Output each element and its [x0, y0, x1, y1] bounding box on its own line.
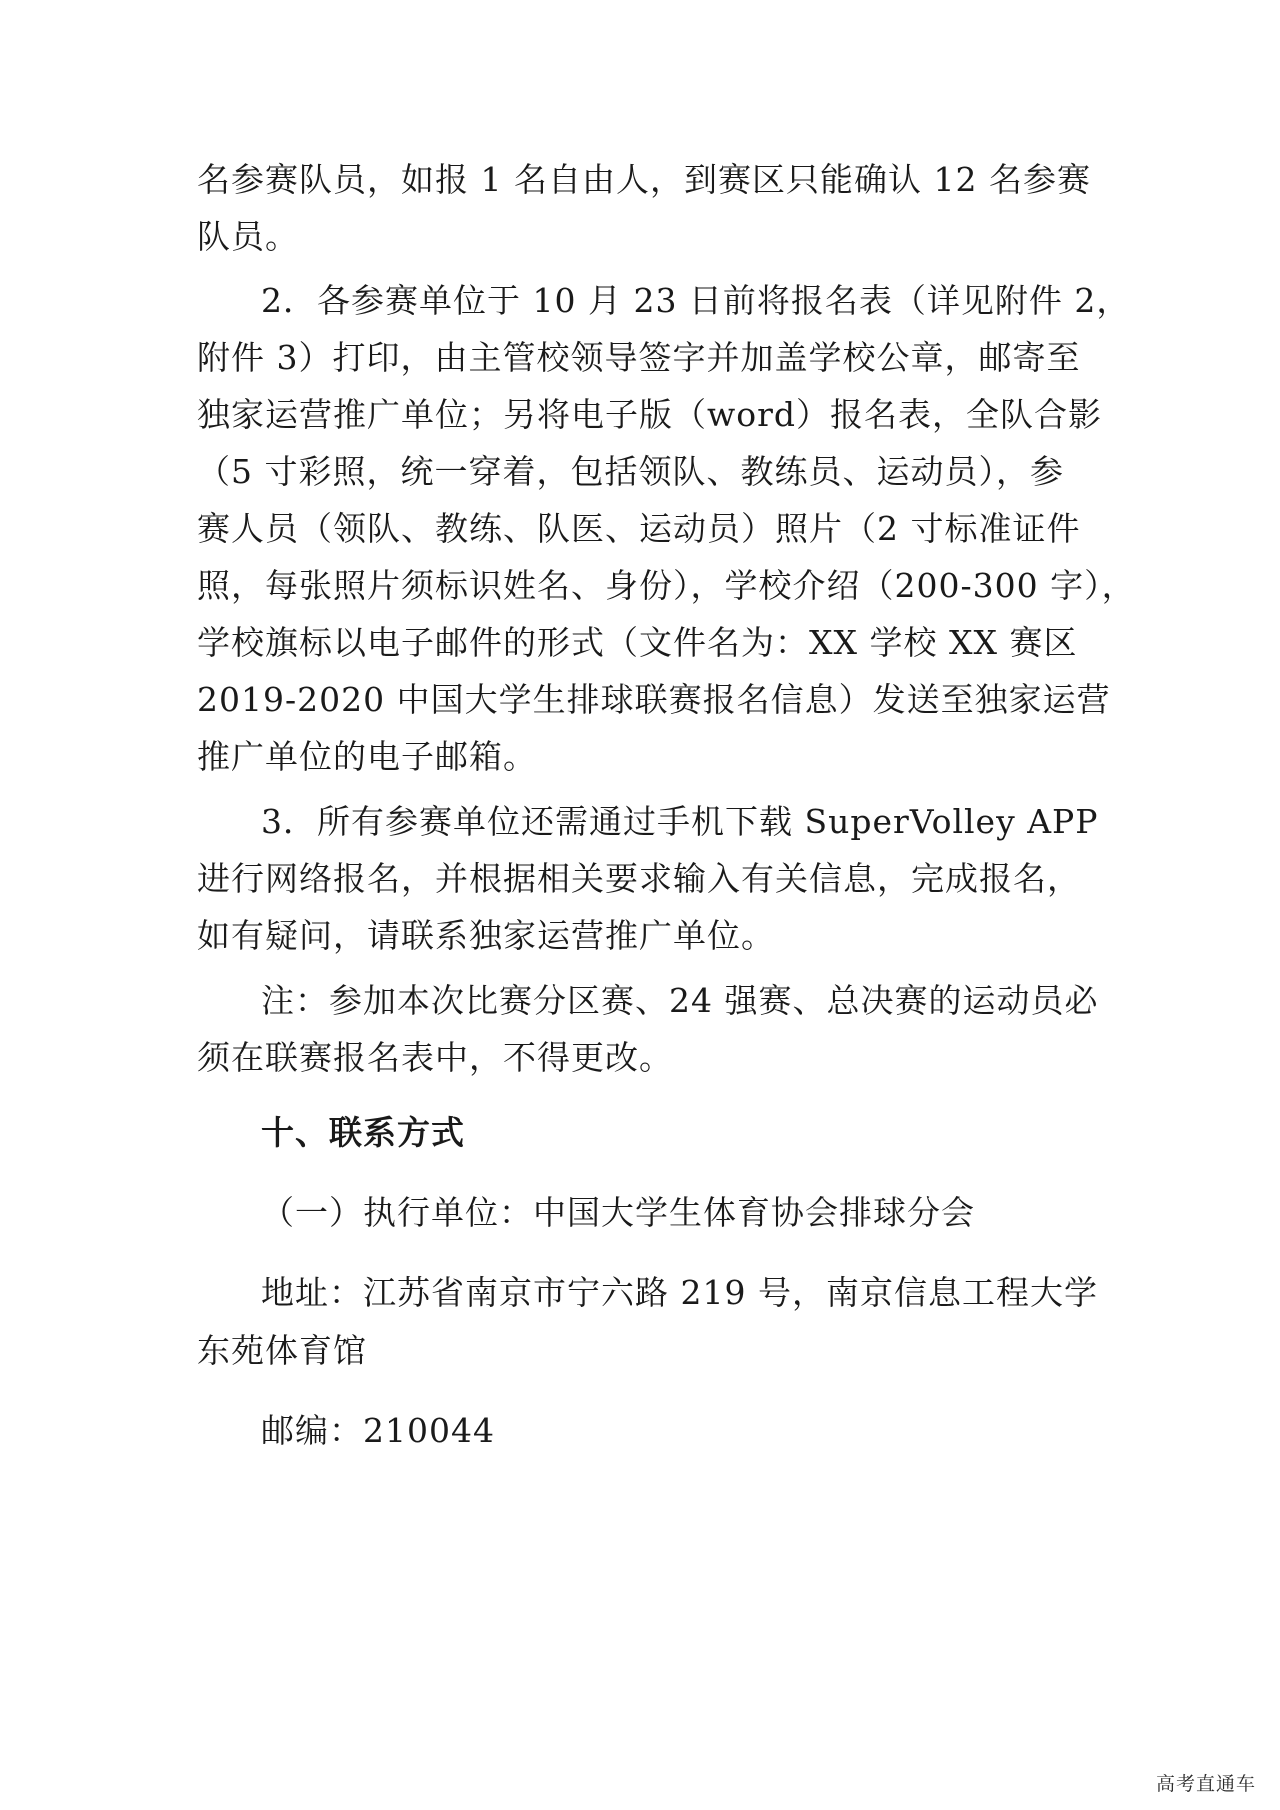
paragraph-line: 照，每张照片须标识姓名、身份），学校介绍（200-300 字），	[197, 566, 1136, 605]
postcode-line: 邮编：210044	[261, 1411, 495, 1450]
note-line: 注：参加本次比赛分区赛、24 强赛、总决赛的运动员必	[261, 981, 1099, 1020]
address-line: 地址：江苏省南京市宁六路 219 号，南京信息工程大学	[261, 1273, 1098, 1312]
note-line: 须在联赛报名表中，不得更改。	[197, 1038, 673, 1077]
section-heading: 十、联系方式	[261, 1113, 465, 1152]
paragraph-line: 推广单位的电子邮箱。	[197, 737, 537, 776]
paragraph-line: 3．所有参赛单位还需通过手机下载 SuperVolley APP	[261, 802, 1099, 841]
paragraph-line: 进行网络报名，并根据相关要求输入有关信息，完成报名，	[197, 859, 1081, 898]
paragraph-line: （5 寸彩照，统一穿着，包括领队、教练员、运动员），参	[197, 452, 1064, 491]
paragraph-line: 如有疑问，请联系独家运营推广单位。	[197, 916, 775, 955]
paragraph-line: 赛人员（领队、教练、队医、运动员）照片（2 寸标准证件	[197, 509, 1081, 548]
paragraph-line: 2．各参赛单位于 10 月 23 日前将报名表（详见附件 2，	[261, 281, 1131, 320]
paragraph-line: 独家运营推广单位；另将电子版（word）报名表，全队合影	[197, 395, 1103, 434]
paragraph-line: 2019-2020 中国大学生排球联赛报名信息）发送至独家运营	[197, 680, 1111, 719]
paragraph-line: 队员。	[197, 217, 299, 256]
paragraph-line: （一）执行单位：中国大学生体育协会排球分会	[261, 1193, 975, 1232]
paragraph-line: 附件 3）打印，由主管校领导签字并加盖学校公章，邮寄至	[197, 338, 1081, 377]
paragraph-line: 名参赛队员，如报 1 名自由人，到赛区只能确认 12 名参赛	[197, 160, 1091, 199]
watermark-text: 高考直通车	[1155, 1773, 1256, 1795]
paragraph-line: 学校旗标以电子邮件的形式（文件名为：XX 学校 XX 赛区	[197, 623, 1078, 662]
address-line: 东苑体育馆	[197, 1331, 367, 1370]
